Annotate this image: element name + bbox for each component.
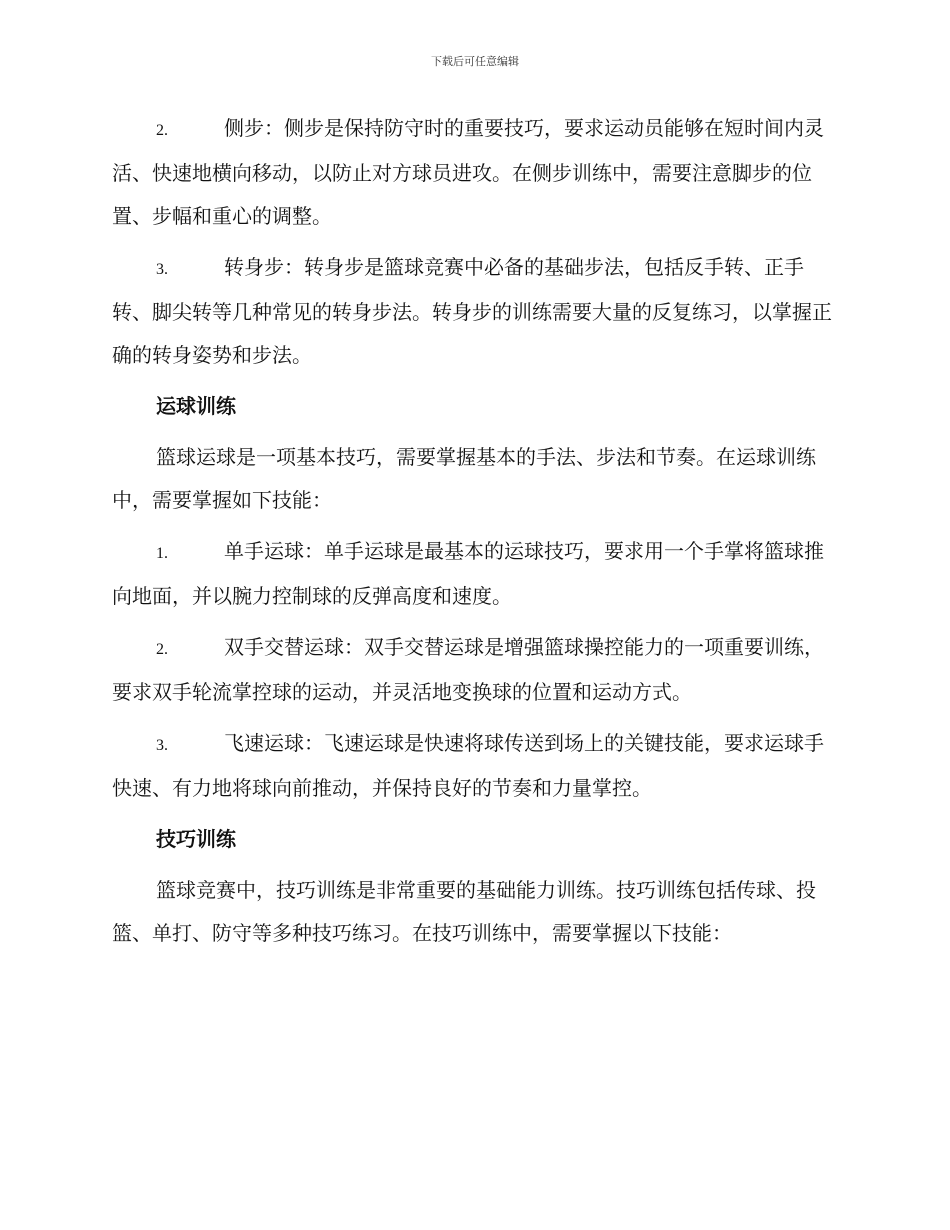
- section-intro-skill: 篮球竞赛中，技巧训练是非常重要的基础能力训练。技巧训练包括传球、投篮、单打、防守等多种技巧练习。在技巧训练中，需要掌握以下技能：: [112, 878, 816, 945]
- list-item-number: 2.: [156, 122, 168, 139]
- list-item: [112, 722, 836, 810]
- list-item-text: 飞速运球：飞速运球是快速将球传送到场上的关键技能，要求运球手快速、有力地将球向前推动，并保持良好的节奏和力量掌控。: [112, 731, 824, 800]
- list-item-text: 单手运球：单手运球是最基本的运球技巧，要求用一个手掌将篮球推向地面，并以腕力控制球的反弹高度和速度。: [112, 539, 824, 608]
- list-item-text: 双手交替运球：双手交替运球是增强篮球操控能力的一项重要训练，要求双手轮流掌控球的运动，并灵活地变换球的位置和运动方式。: [112, 635, 824, 704]
- section-heading-dribble: 运球训练: [156, 394, 236, 418]
- list-item: [112, 626, 836, 714]
- list-item-number: 3.: [156, 261, 168, 278]
- section-intro-dribble: 篮球运球是一项基本技巧，需要掌握基本的手法、步法和节奏。在运球训练中，需要掌握如下技能：: [112, 445, 816, 512]
- page-header-note: 下载后可任意编辑: [431, 55, 519, 68]
- list-item: [112, 246, 836, 377]
- list-item-text: 转身步：转身步是篮球竞赛中必备的基础步法，包括反手转、正手转、脚尖转等几种常见的转身步法。转身步的训练需要大量的反复练习，以掌握正确的转身姿势和步法。: [112, 255, 832, 367]
- list-item-number: 2.: [156, 641, 168, 658]
- list-item: [112, 530, 836, 618]
- list-item-text: 侧步：侧步是保持防守时的重要技巧，要求运动员能够在短时间内灵活、快速地横向移动，以防止对方球员进攻。在侧步训练中，需要注意脚步的位置、步幅和重心的调整。: [112, 116, 824, 228]
- document-body: [112, 107, 836, 963]
- section-heading-skill: 技巧训练: [156, 827, 236, 851]
- list-item-number: 1.: [156, 545, 168, 562]
- list-item: [112, 107, 836, 238]
- list-item-number: 3.: [156, 737, 168, 754]
